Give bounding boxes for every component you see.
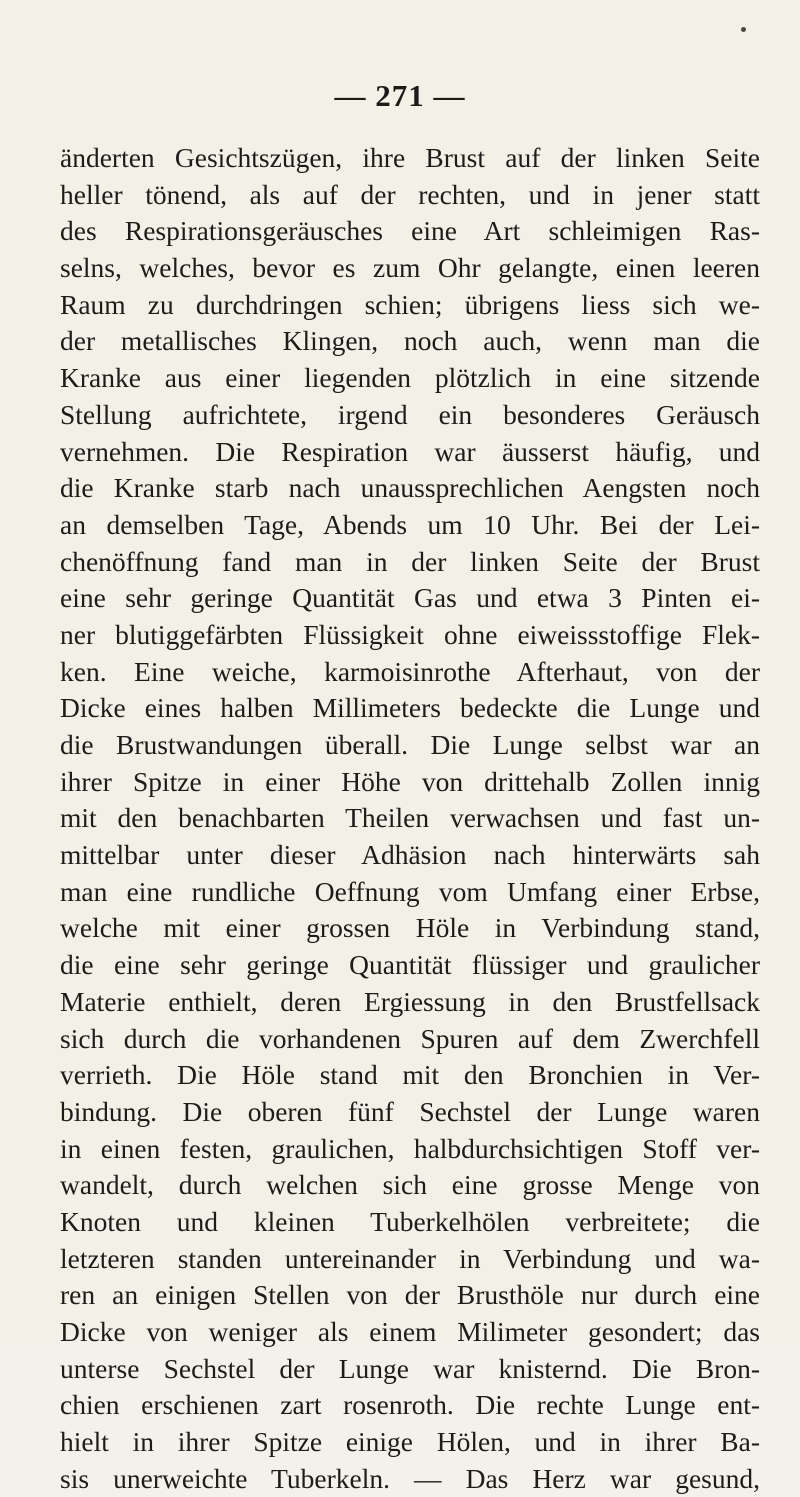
text-line: Dicke von weniger als einem Milimeter gesondert; das	[60, 1316, 760, 1347]
text-line: bindung. Die oberen fünf Sechstel der Lunge waren	[60, 1095, 760, 1127]
text-line: chenöffnung fand man in der linken Seite der Brust	[60, 545, 760, 577]
text-line: sich durch die vorhandenen Spuren auf dem Zwerchfell	[60, 1022, 760, 1054]
page-number: — 271 —	[334, 78, 466, 113]
text-line: eine sehr geringe Quantität Gas und etwa 3 Pinten ei-	[60, 582, 760, 614]
text-line: welche mit einer grossen Höle in Verbindung stand,	[60, 912, 760, 944]
text-line: die Brustwandungen überall. Die Lunge selbst war an	[60, 729, 760, 760]
text-line: letzteren standen untereinander in Verbindung und wa-	[60, 1242, 760, 1274]
text-line: chien erschienen zart rosenroth. Die rechte Lunge ent-	[60, 1389, 760, 1421]
text-line: Kranke aus einer liegenden plötzlich in eine sitzende	[60, 362, 760, 394]
text-line: ner blutiggefärbten Flüssigkeit ohne eiweissstoffige Flek-	[60, 618, 760, 650]
text-line: verrieth. Die Höle stand mit den Bronchien in Ver-	[60, 1059, 760, 1091]
text-line: ihrer Spitze in einer Höhe von drittehalb Zollen innig	[60, 765, 760, 797]
text-line: Knoten und kleinen Tuberkelhölen verbreitete; die	[60, 1205, 760, 1237]
text-line: vernehmen. Die Respiration war äusserst häufig, und	[60, 435, 760, 467]
text-line: hielt in ihrer Spitze einige Hölen, und in ihrer Ba-	[60, 1426, 760, 1458]
ink-speck	[741, 27, 746, 32]
body-text	[60, 140, 760, 1497]
text-line: wandelt, durch welchen sich eine grosse Menge von	[60, 1169, 760, 1201]
text-line: an demselben Tage, Abends um 10 Uhr. Bei der Lei-	[60, 508, 760, 540]
text-line: die eine sehr geringe Quantität flüssiger und graulicher	[60, 949, 760, 981]
text-line: selns, welches, bevor es zum Ohr gelangte, einen leeren	[60, 252, 760, 284]
text-line: ren an einigen Stellen von der Brusthöle nur durch eine	[60, 1279, 760, 1311]
text-line: heller tönend, als auf der rechten, und in jener statt	[60, 178, 760, 210]
text-line: Stellung aufrichtete, irgend ein besonderes Geräusch	[60, 398, 760, 430]
text-line: sis unerweichte Tuberkeln. — Das Herz war gesund,	[60, 1462, 760, 1494]
text-line: man eine rundliche Oeffnung vom Umfang einer Erbse,	[60, 875, 760, 907]
text-line: änderten Gesichtszügen, ihre Brust auf der linken Seite	[60, 142, 760, 173]
text-line: Raum zu durchdringen schien; übrigens liess sich we-	[60, 288, 760, 320]
text-line: ken. Eine weiche, karmoisinrothe Afterhaut, von der	[60, 655, 760, 687]
text-line: Dicke eines halben Millimeters bedeckte die Lunge und	[60, 692, 760, 724]
text-line: der metallisches Klingen, noch auch, wenn man die	[60, 325, 760, 357]
text-line: mit den benachbarten Theilen verwachsen und fast un-	[60, 802, 760, 834]
text-line: des Respirationsgeräusches eine Art schleimigen Ras-	[60, 215, 760, 247]
text-line: in einen festen, graulichen, halbdurchsichtigen Stoff ver-	[60, 1132, 760, 1164]
text-line: unterse Sechstel der Lunge war knisternd. Die Bron-	[60, 1352, 760, 1384]
text-line: Materie enthielt, deren Ergiessung in den Brustfellsack	[60, 985, 760, 1017]
text-line: die Kranke starb nach unaussprechlichen Aengsten noch	[60, 472, 760, 504]
text-line: mittelbar unter dieser Adhäsion nach hinterwärts sah	[60, 839, 760, 871]
